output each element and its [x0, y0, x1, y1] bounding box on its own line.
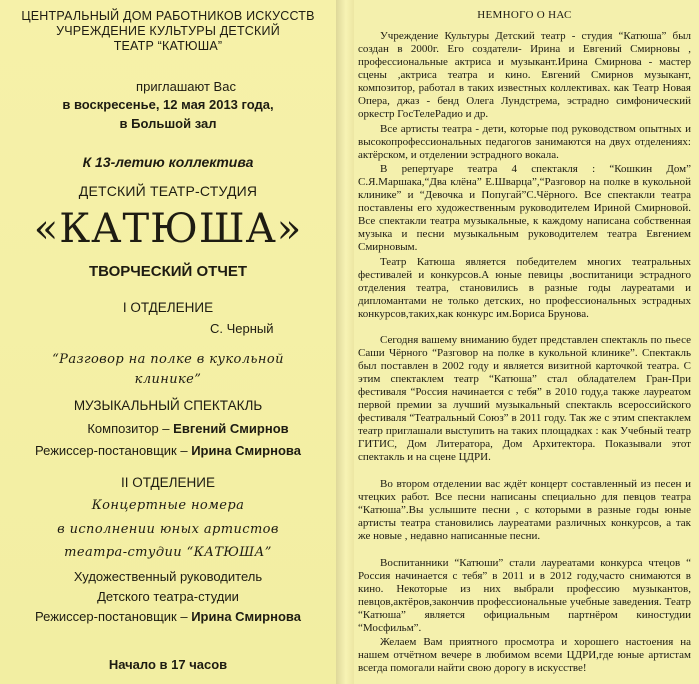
about-paragraph-7: Воспитанники “Катюши” стали лауреатами конкурса чтецов “ Россия начинается с тебя” в 2011 и в 2012 году,часто снимаются в кино. Некоторые из них выбрали профессию музыкантов, певцов,актёров,закончив профессиональные учебные заведения. Театр “Катюша” является официальным партнёром киностудии “Мосфильм”. — [358, 557, 691, 635]
director-name: Ирина Смирнова — [191, 443, 301, 458]
report-title: ТВОРЧЕСКИЙ ОТЧЕТ — [88, 263, 248, 280]
art-director-line-1: Художественный руководитель — [73, 569, 263, 584]
composer-label: Композитор – — [87, 421, 174, 436]
about-paragraph-8: Желаем Вам приятного просмотра и хорошего настоения на нашем отчётном вечере в любимом всеми ЦДРИ,где юные артистам всегда помогали найти свою дорогу в искусстве! — [358, 636, 691, 675]
about-title: НЕМНОГО О НАС — [477, 9, 572, 21]
part-one-heading: I ОТДЕЛЕНИЕ — [122, 300, 214, 315]
director-label: Режиссер-постановщик – — [35, 443, 192, 458]
concert-line-2: в исполнении юных артистов — [57, 522, 279, 537]
invite-line-1: приглашают Вас — [136, 79, 236, 94]
genre-line: МУЗЫКАЛЬНЫЙ СПЕКТАКЛЬ — [73, 398, 263, 413]
author-name: С. Черный — [210, 321, 274, 336]
director-2-name: Ирина Смирнова — [191, 609, 301, 624]
play-title-line-1: “Разговор на полке в кукольной — [52, 352, 284, 367]
about-paragraph-3: В репертуаре театра 4 спектакля : “Кошкин Дом” С.Я.Маршака,“Два клёна” Е.Шварца”,“Разговор на полке в кукольной клинике” и “Девочка и Попугай”С.Чёрного. Все спектакли театра поставлены его художественным руководителем Ириной Смирновой. Все спектакли театра музыкальные, к каждому написана собственная музыка и песни музыкальным руководителем театра Евгением Смирновым. — [358, 163, 691, 254]
anniversary-line: К 13-летию коллектива — [82, 154, 254, 170]
director-2-line — [0, 609, 336, 624]
about-paragraph-6: Во втором отделении вас ждёт концерт составленный из песен и чтецких работ. Все песни написаны специально для певцов театра “Катюша”.Вы услышите песни , с которыми в разные годы юные артисты театра становились лауреатами различных конкурсов, а так же новые , недавно написанные песни. — [358, 478, 691, 543]
director-line — [0, 443, 336, 458]
about-paragraph-2: Все артисты театра - дети, которые под руководством опытных и высокопрофессиональных педагогов занимаются на двух отделениях: актёрском, и отделении эстрадного вокала. — [358, 123, 691, 162]
org-line-1: ЦЕНТРАЛЬНЫЙ ДОМ РАБОТНИКОВ ИСКУССТВ — [21, 9, 315, 23]
concert-line-1: Концертные номера — [91, 498, 245, 513]
art-director-line-2: Детского театра-студии — [97, 589, 239, 604]
play-title-line-2: клинике” — [134, 372, 202, 387]
concert-line-3: театра-студии “КАТЮША” — [64, 545, 272, 560]
composer-line — [20, 421, 356, 436]
studio-line: ДЕТСКИЙ ТЕАТР-СТУДИЯ — [78, 183, 258, 199]
org-line-2: УЧРЕЖДЕНИЕ КУЛЬТУРЫ ДЕТСКИЙ — [56, 24, 280, 38]
start-time: Начало в 17 часов — [108, 657, 228, 672]
invite-line-2: в воскресенье, 12 мая 2013 года, — [62, 97, 274, 112]
director-2-label: Режиссер-постановщик – — [35, 609, 192, 624]
invite-line-3: в Большой зал — [119, 116, 217, 131]
org-line-3: ТЕАТР “КАТЮША” — [113, 39, 223, 53]
about-paragraph-5: Сегодня вашему вниманию будет представлен спектакль по пьесе Саши Чёрного “Разговор на полке в кукольной клинике”. Спектакль был поставлен в 2002 году и является визитной карточкой театра. С этим спектаклем театр “Катюша” стал обладателем Гран-При фестиваля “Россия начинается с тебя” в 2010 году,а также лауреатом первой премии за лучший музыкальный спектакль всероссийского фестиваля “Театральный Союз” в 2011 году. Так же с этим спектаклем театр приглашали выступить на таких площадках : как Учебный театр ГИТИС, Дом Литератора, Дом Архитектора. Показывали этот спектакль и на сцене ЦДРИ. — [358, 334, 691, 464]
program-page — [0, 0, 336, 684]
about-paragraph-4: Театр Катюша является победителем многих театральных фестивалей и конкурсов.А юные певицы ,воспитаници эстрадного отделения театра, становились в разные годы лауреатами и дипломантами не только детских, но профессиональных эстрадных конкурсов,таких,как конкурс им.Бориса Брунова. — [358, 256, 691, 321]
part-two-heading: II ОТДЕЛЕНИЕ — [120, 475, 216, 490]
theatre-name: «КАТЮША» — [33, 206, 303, 252]
booklet-fold — [336, 0, 354, 684]
composer-name: Евгений Смирнов — [173, 421, 289, 436]
about-paragraph-1: Учреждение Культуры Детский театр - студия “Катюша” был создан в 2000г. Его создатели- Ирина и Евгений Смирновы , профессиональные актриса и музыкант.Ирина Смирнова - мастер сцены ,актриса театра и кино. Евгений Смирнов музыкант, композитор, работал в таких известных коллективах. как Театр Новая Опера, джаз - бенд Олега Лундстрема, эстрадно симфонический оркестр ГосТелеРадио и др. — [358, 30, 691, 121]
